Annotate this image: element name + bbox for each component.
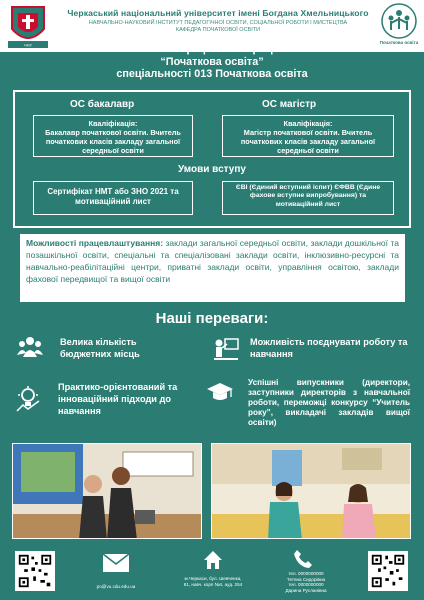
phone-1[interactable]: тел. 0000000000 xyxy=(288,571,324,576)
employment-box xyxy=(20,234,405,302)
contacts-text xyxy=(276,571,336,593)
address-text: м.Черкаси, бул. Шевченка, 81, навч. корп №4, ауд. 254 xyxy=(183,576,243,587)
master-qualification-text: Магістр початкової освіти. Вчитель початкових класів закладу загальної середньої освіти xyxy=(240,128,376,155)
bachelor-title: ОС бакалавр xyxy=(70,99,135,110)
phone-2[interactable]: тел. 0000000000 xyxy=(288,582,324,588)
footer xyxy=(0,543,424,600)
advantage-graduates: Успішні випускники (директори, заступники директорів з навчальної роботи, переможці конкурсу “Учитель року”, викладачі закладів вищої освіти) xyxy=(248,378,410,427)
idea-icon xyxy=(14,385,42,413)
group-icon xyxy=(16,333,44,361)
graduation-cap-icon xyxy=(206,378,234,406)
email-icon[interactable] xyxy=(102,553,130,573)
home-icon xyxy=(202,549,224,571)
program-line-2: “Початкова освіта” xyxy=(160,55,264,68)
department-logo-caption: Початкова освіта xyxy=(379,40,419,45)
master-qualification xyxy=(222,115,394,157)
phone-icon[interactable] xyxy=(292,548,314,570)
bachelor-qualification-label: Кваліфікація: xyxy=(88,119,138,128)
teacher-icon xyxy=(212,335,240,363)
master-qualification-label: Кваліфікація: xyxy=(283,119,333,128)
program-line-1: Освітньо-професійна програма xyxy=(127,43,297,55)
employment-label: Можливості працевлаштування: xyxy=(26,238,164,248)
master-title: ОС магістр xyxy=(262,99,317,110)
university-name: Черкаський національний університет імені Богдана Хмельницького xyxy=(67,8,369,18)
advantage-practical-approach: Практико-орієнтований та інноваційний підходи до навчання xyxy=(58,382,178,416)
employment-text: заклади загальної середньої освіти, заклади дошкільної та позашкільної освіти, спеціальні та спеціалізовані заклади освіти, інклюзивно-ресурсні та навчально-реабілітаційні центри, приватні заклади освіти, управління освітою, заклади фахової передвищої та вищої освіти xyxy=(26,238,400,284)
master-admission: ЄВІ (Єдиний вступний іспит) ЄФВВ (Єдине фахове вступне випробування) та мотиваційний лист xyxy=(222,181,394,215)
institute-name xyxy=(58,20,378,34)
program-title xyxy=(0,43,424,81)
institute-line: НАВЧАЛЬНО-НАУКОВИЙ ІНСТИТУТ ПЕДАГОГІЧНОЇ ОСВІТИ, СОЦІАЛЬНОЇ РОБОТИ І МИСТЕЦТВА xyxy=(88,20,348,26)
email-text[interactable]: po@vu.cdu.edu.ua xyxy=(96,584,136,589)
admission-title: Умови вступу xyxy=(178,164,246,175)
department-line: КАФЕДРА ПОЧАТКОВОЇ ОСВІТИ xyxy=(175,27,261,33)
teachers-photo xyxy=(211,443,411,539)
bachelor-qualification xyxy=(33,115,193,157)
contact-name-2: Дарина Русланівна xyxy=(285,587,327,593)
svg-text:ЧНУ: ЧНУ xyxy=(23,42,33,48)
advantage-work-study: Можливість поєднувати роботу та навчання xyxy=(250,337,408,359)
classroom-illustration xyxy=(13,444,202,539)
teachers-illustration xyxy=(212,444,411,539)
classroom-photo xyxy=(12,443,202,539)
advantages-title: Наші переваги: xyxy=(155,310,269,327)
bachelor-admission: Сертифікат НМТ або ЗНО 2021 та мотиваційний лист xyxy=(33,181,193,215)
qr-code-right[interactable] xyxy=(368,551,408,591)
advantage-budget-places: Велика кількість бюджетних місць xyxy=(60,337,140,359)
qr-code-left[interactable] xyxy=(15,551,55,591)
program-line-3: спеціальності 013 Початкова освіта xyxy=(116,68,308,80)
contact-name-1: Тетяна Сидорівна xyxy=(286,576,326,582)
bachelor-qualification-text: Бакалавр початкової освіти. Вчитель початкових класів закладу загальної середньої освіти xyxy=(45,128,181,155)
